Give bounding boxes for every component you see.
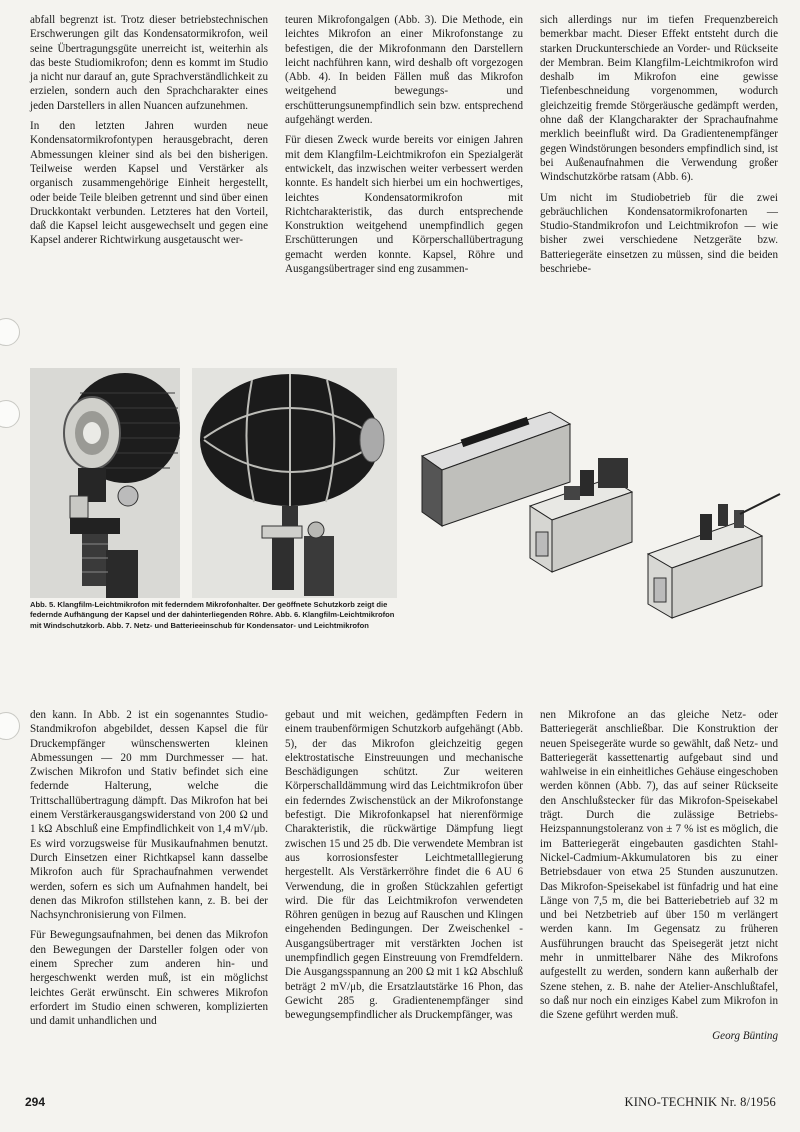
figure-abb5-microphone-image <box>30 368 180 598</box>
paragraph: Für diesen Zweck wurde bereits vor einigen Jahren mit dem Klangfilm-Leichtmikrofon ein Spezialgerät entwickelt, das inzwischen weiter verbessert werden konnte. Es handelt sich hierbei um ein hochwertiges, leichtes Kondensatormikrofon mit Richtcharakteristik, das durch entsprechende Konstruktion weitgehend unempfindlich gegen Erschütterungen und Körperschallübertragung gemacht werden konnte. Kapsel, Röhre und Ausgangsübertrager sind eng zusammen- <box>285 134 523 276</box>
page-number: 294 <box>25 1095 46 1109</box>
bottom-column-1 <box>30 708 268 1035</box>
punch-hole-bottom <box>0 712 20 740</box>
author-signature: Georg Bünting <box>712 1029 778 1042</box>
figure-caption: Abb. 5. Klangfilm-Leichtmikrofon mit federndem Mikrofonhalter. Der geöffnete Schutzkorb zeigt die federnde Aufhängung der Kapsel und der dahinterliegenden Röhre. Abb. 6. Klangfilm-Leichtmikrofon mit Windschutzkorb. Abb. 7. Netz- und Batterieeinschub für Kondensator- und Leichtmikrofon <box>30 600 395 630</box>
top-column-1 <box>30 13 268 254</box>
paragraph: Um nicht im Studiobetrieb für die zwei gebräuchlichen Kondensatormikrofonarten — Studio-Standmikrofon und Leichtmikrofon — wie bisher zwei verschiedene Netzgeräte bzw. Batteriegeräte einsetzen zu müssen, sind die beiden beschriebe- <box>540 191 778 276</box>
bottom-column-2 <box>285 708 523 1029</box>
bottom-column-3 <box>540 708 778 1043</box>
journal-name: KINO-TECHNIK Nr. 8/1956 <box>624 1095 776 1109</box>
paragraph: gebaut und mit weichen, gedämpften Federn in einem traubenförmigen Schutzkorb aufgehängt (Abb. 5), der das Mikrofon gleichzeitig gegen elektrostatische Einstreuungen und mechanische Beschädigungen schützt. Zur weiteren Körperschalldämmung wird das Leichtmikrofon über ein federndes Zwischenstück an der Mikrofonstange befestigt. Die Mikrofonkapsel hat nierenförmige Charakteristik, die rückwärtige Dämpfung liegt zwischen 15 und 25 db. Die verwendete Membran ist aus korrosionsfester Leichtmetalllegierung hergestellt. Als Verstärkerröhre findet die 6 AU 6 Verwendung, die in großen Stückzahlen gefertigt wird. Die für das Leichtmikrofon verwendeten Röhren genügen in bezug auf Rauschen und Klingen eingehenden Bedingungen. Der Zweischenkel - Ausgangsübertrager mit verstärkten Jochen ist unempfindlich gegen Einstreuung von Fremdfeldern. Die Ausgangsspannung an 200 Ω mit 1 kΩ Abschluß beträgt 2 mV/μb, die Ersatzlautstärke 16 Phon, das Gewicht 285 g. Gradientenempfänger sind bewegungsempfindlicher als Druckempfänger, was <box>285 709 523 1022</box>
figure-abb6-windscreen-image <box>192 368 397 598</box>
top-column-2 <box>285 13 523 282</box>
paragraph: nen Mikrofone an das gleiche Netz- oder Batteriegerät anschließbar. Die Konstruktion der neuen Speisegeräte wurde so gewählt, daß Netz- und Batteriegerät kassettenartig aufgebaut sind und wahlweise in ein einheitliches Gehäuse eingeschoben werden können (Abb. 7), das auf seiner Rückseite den Anschlußstecker für das Mikrofon-Speisekabel trägt. Durch die zulässige Betriebs-Heizspannungstoleranz von ± 7 % ist es möglich, die im Batteriegerät eingebauten gasdichten Stahl-Nickel-Cadmium-Akkumulatoren bis zu einer Betriebsdauer von etwa 25 Stunden auszunutzen. Das Mikrofon-Speisekabel ist fünfadrig und hat eine Länge von 7,5 m, die bei Batteriebetrieb auf 32 m und bei Netzbetrieb auf über 150 m verlängert werden kann. Im Gegensatz zu früheren Ausführungen braucht das Speisegerät jetzt nicht mehr in unmittelbarer Nähe des Mikrofons aufgestellt zu werden, sondern kann außerhalb der Szene stehen, z. B. nahe der Atelier-Anschlußtafel, so daß nur noch ein einziges Kabel zum Mikrofon in die Szene geführt werden muß. <box>540 709 778 1022</box>
paragraph: teuren Mikrofongalgen (Abb. 3). Die Methode, ein leichtes Mikrofon an einer Mikrofonstange zu befestigen, die der Mikrofonmann den Darstellern leicht nachführen kann, wird deshalb oft vorgezogen (Abb. 4). In beiden Fällen muß das Mikrofon weitgehend bewegungs- und erschütterungsunempfindlich sein bzw. entsprechend aufgehängt werden. <box>285 14 523 127</box>
figure-abb7-power-supply-image <box>420 386 782 636</box>
paragraph: Für Bewegungsaufnahmen, bei denen das Mikrofon den Bewegungen der Darsteller folgen oder von einem Sprecher zum anderen hin- und hergeschwenkt werden muß, ist ein möglichst leichtes Gerät erwünscht. Ein schweres Mikrofon erfordert im Studio einen schweren, komplizierten und damit unhandlichen und <box>30 929 268 1028</box>
top-column-3 <box>540 13 778 282</box>
punch-hole-top <box>0 318 20 346</box>
paragraph: abfall begrenzt ist. Trotz dieser betriebstechnischen Erschwerungen gilt das Kondensatormikrofon, weil seine Übertragungsgüte unerreicht ist, weiterhin als das beste Studiomikrofon; denn es kommt im Studio ja nicht nur darauf an, gute Sprachverständlichkeit zu erzielen, sondern auch den Sprachcharakter eines jeden Darstellers in allen Nuancen aufzunehmen. <box>30 14 268 112</box>
paragraph: sich allerdings nur im tiefen Frequenzbereich bemerkbar macht. Dieser Effekt entsteht durch die starken Druckunterschiede an Vorder- und Rückseite der Membran. Beim Klangfilm-Leichtmikrofon wird deshalb im Mikrofon eine gewisse Tiefenbeschneidung vorgenommen, wodurch gleichzeitig fremde Störgeräusche gedämpft werden, ohne daß der Klangcharakter der Sprachaufnahme merklich beeinflußt wird. Da Gradientenempfänger gegen Windstörungen besonders empfindlich sind, ist bei Außenaufnahmen die Verwendung großer Windschutzkörbe ratsam (Abb. 6). <box>540 14 778 184</box>
paragraph: den kann. In Abb. 2 ist ein sogenanntes Studio-Standmikrofon abgebildet, dessen Kapsel die für Druckempfänger wünschenswerten kleinen Abmessungen — 20 mm Durchmesser — hat. Zwischen Mikrofon und Stativ befindet sich eine federnde Halterung, welche die Trittschallübertragung dämpft. Das Mikrofon hat bei einem Verstärkerausgangswiderstand von 200 Ω und 1 kΩ Abschluß eine Empfindlichkeit von 1,4 mV/μb. Es wird vorzugsweise für Musikaufnahmen benutzt. Durch Einsetzen einer Richtkapsel kann dasselbe Mikrofon auch für Sprachaufnahmen verwendet werden, sofern es sich um Aufnahmen handelt, bei denen das Mikrofon stillstehen kann, z. B. bei der Nachsynchronisierung von Filmen. <box>30 709 268 922</box>
paragraph: In den letzten Jahren wurden neue Kondensatormikrofontypen herausgebracht, deren Abmessungen kleiner sind als bei den bisherigen. Teilweise werden Kapsel und Verstärker als organisch zusammengehörige Einheit hergestellt, oder beide Teile bleiben getrennt und sind über einen Druckkontakt verbunden. Letzteres hat den Vorteil, daß die Kapsel leicht ausgewechselt und gegen eine Kapsel anderer Richtwirkung ausgetauscht wer- <box>30 120 268 247</box>
